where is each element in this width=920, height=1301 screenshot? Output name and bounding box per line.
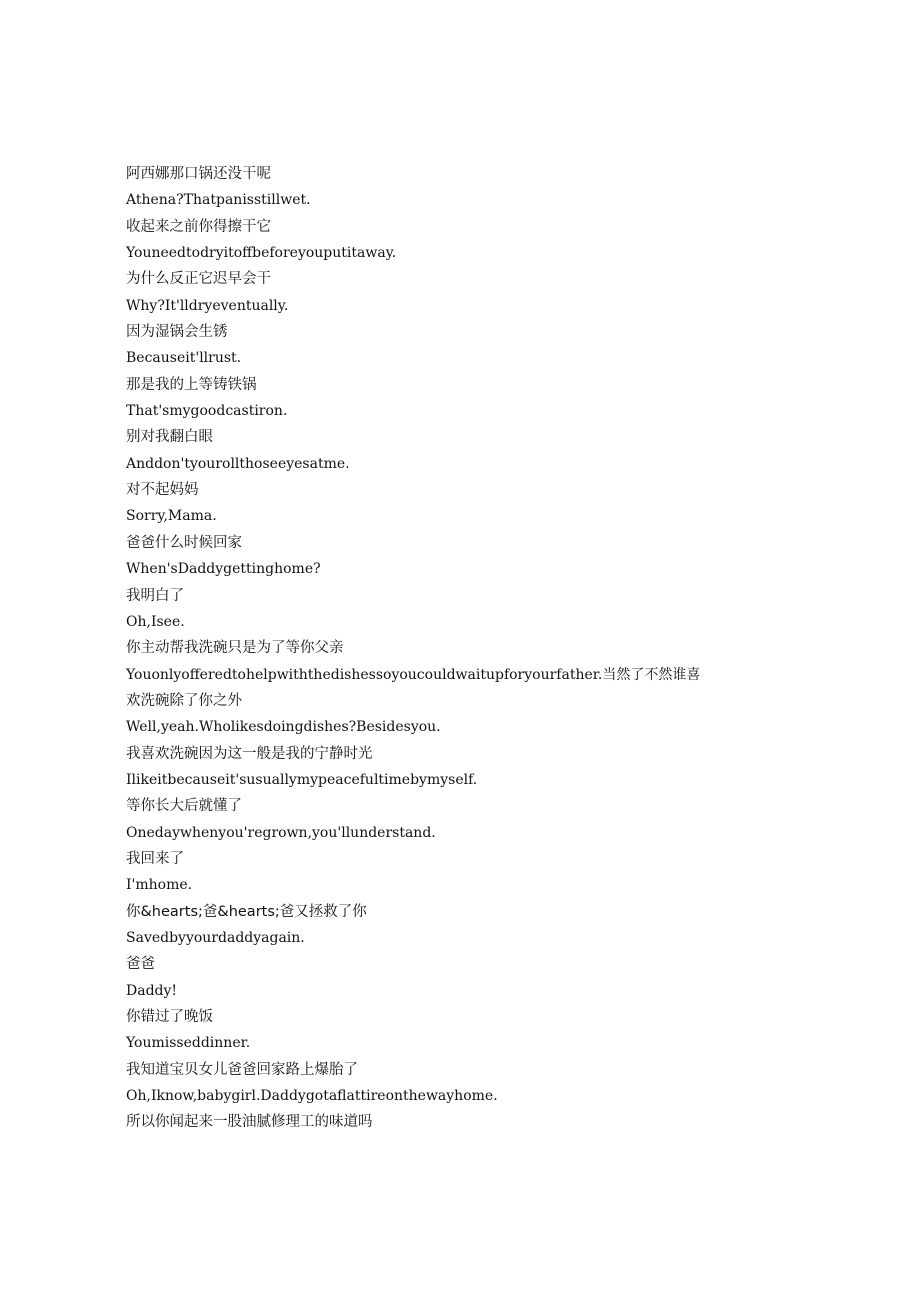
english-subtitle-line: Sorry,Mama. (126, 508, 217, 525)
chinese-subtitle-line: 因为湿锅会生锈 (126, 324, 228, 341)
english-subtitle-line: When'sDaddygettinghome? (126, 561, 321, 578)
chinese-subtitle-line: 你&hearts;爸&hearts;爸又拯救了你 (126, 903, 367, 920)
chinese-subtitle-line: 别对我翻白眼 (126, 429, 213, 446)
english-subtitle-line: Onedaywhenyou'regrown,you'llunderstand. (126, 824, 436, 841)
chinese-subtitle-line: 对不起妈妈 (126, 482, 199, 499)
chinese-subtitle-line: 欢洗碗除了你之外 (126, 692, 242, 709)
english-subtitle-line: Savedbyyourdaddyagain. (126, 929, 305, 946)
english-subtitle-line: Oh,Iknow,babygirl.Daddygotaflattireonthewayhome. (126, 1088, 498, 1105)
chinese-subtitle-line: 我明白了 (126, 587, 184, 604)
chinese-subtitle-line: 你主动帮我洗碗只是为了等你父亲 (126, 640, 344, 657)
english-subtitle-line: Athena?Thatpanisstillwet. (126, 192, 311, 209)
chinese-subtitle-line: 阿西娜那口锅还没干呢 (126, 166, 271, 182)
chinese-subtitle-line: 所以你闻起来一股油腻修理工的味道吗 (126, 1114, 373, 1131)
chinese-subtitle-line: 爸爸 (126, 956, 155, 973)
chinese-subtitle-line: 我喜欢洗碗因为这一般是我的宁静时光 (126, 745, 373, 762)
chinese-subtitle-line: 爸爸什么时候回家 (126, 534, 242, 551)
english-subtitle-line: Youneedtodryitoffbeforeyouputitaway. (126, 245, 397, 262)
chinese-subtitle-line: 那是我的上等铸铁锅 (126, 376, 257, 393)
english-subtitle-line: Youmisseddinner. (126, 1035, 251, 1052)
chinese-subtitle-line: 收起来之前你得擦干它 (126, 218, 271, 235)
chinese-subtitle-line: 为什么反正它迟早会干 (126, 271, 271, 288)
english-subtitle-line: Oh,Isee. (126, 613, 185, 630)
english-subtitle-line: Becauseit'llrust. (126, 350, 242, 367)
chinese-subtitle-line: 我知道宝贝女儿爸爸回家路上爆胎了 (126, 1061, 358, 1078)
english-subtitle-line: I'mhome. (126, 877, 193, 894)
english-subtitle-line: Ilikeitbecauseit'susuallymypeacefultimebymyself. (126, 771, 478, 788)
chinese-subtitle-line: 等你长大后就懂了 (126, 798, 242, 815)
english-subtitle-line: Why?It'lldryeventually. (126, 297, 289, 314)
chinese-subtitle-line: 你错过了晚饭 (126, 1009, 213, 1025)
english-subtitle-line: Anddon'tyourollthoseeyesatme. (126, 455, 350, 472)
english-subtitle-line: Well,yeah.Wholikesdoingdishes?Besidesyou. (126, 719, 441, 736)
english-subtitle-line: Youonlyofferedtohelpwiththedishessoyoucouldwaitupforyourfather.当然了不然谁喜 (126, 666, 701, 683)
transcript-lines (126, 161, 806, 1136)
english-subtitle-line: That'smygoodcastiron. (126, 403, 288, 420)
chinese-subtitle-line: 我回来了 (126, 850, 184, 867)
english-subtitle-line: Daddy! (126, 982, 178, 999)
